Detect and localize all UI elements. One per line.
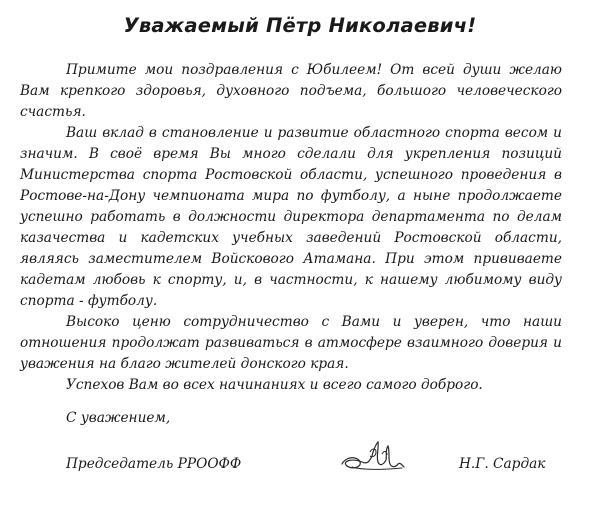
letter-closing: С уважением, [66,410,171,426]
signer-name: Н.Г. Сардак [459,456,546,472]
letter-body [20,60,562,396]
paragraph-wishes: Успехов Вам во всех начинаниях и всего самого доброго. [66,377,483,393]
paragraph-contribution: Ваш вклад в становление и развитие областного спорта весом и значим. В своё время Вы много сделали для укрепления позиций Министерства спорта Ростовской области, успешного проведения в Ростове-на-Дону чемпионата мира по футболу, а ныне продолжаете успешно работать в должности директора департамента по делам казачества и кадетских учебных заведений Ростовской области, являясь заместителем Войскового Атамана. При этом прививаете кадетам любовь к спорту, и, в частности, к нашему любимому виду спорта - футболу. [20,125,562,309]
letter-salutation: Уважаемый Пётр Николаевич! [123,14,477,37]
signature-block [0,452,600,482]
handwritten-signature-icon [332,434,412,478]
paragraph-greeting: Примите мои поздравления с Юбилеем! От всей души желаю Вам крепкого здоровья, духовного подъема, большого человеческого счастья. [20,62,562,120]
paragraph-cooperation: Высоко ценю сотрудничество с Вами и уверен, что наши отношения продолжат развиваться в атмосфере взаимного доверия и уважения на благо жителей донского края. [20,314,562,372]
signer-position: Председатель РРООФФ [66,456,242,472]
